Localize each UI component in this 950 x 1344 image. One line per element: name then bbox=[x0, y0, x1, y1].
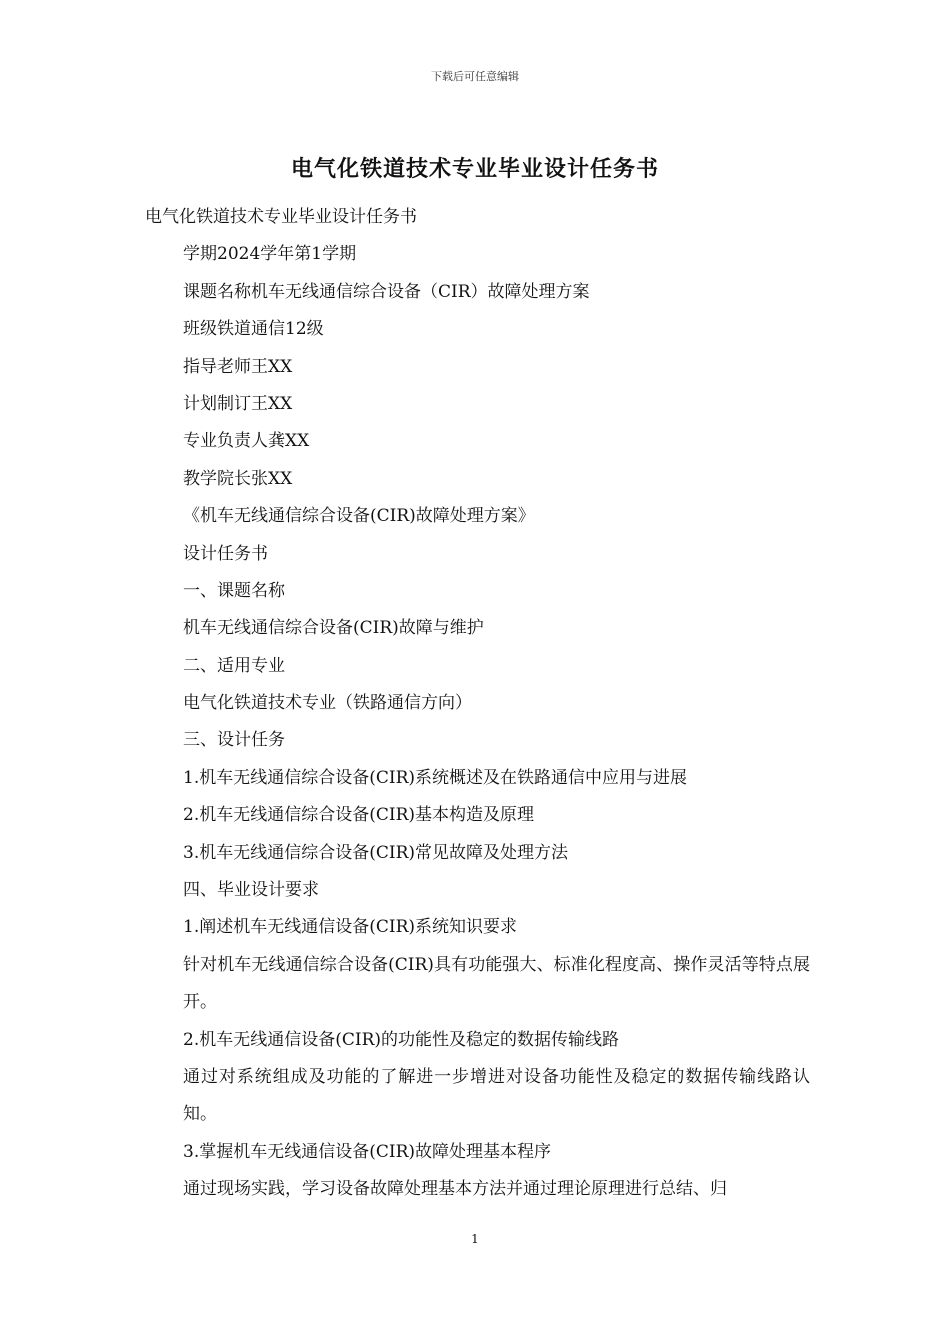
paragraph-line: 一、课题名称 bbox=[183, 580, 285, 601]
paragraph-line: 课题名称机车无线通信综合设备（CIR）故障处理方案 bbox=[183, 281, 590, 302]
paragraph-line: 教学院长张XX bbox=[183, 468, 293, 489]
document-title: 电气化铁道技术专业毕业设计任务书 bbox=[290, 156, 659, 182]
paragraph-line: 计划制订王XX bbox=[183, 393, 293, 414]
paragraph-line: 专业负责人龚XX bbox=[183, 431, 310, 452]
paragraph-line: 学期2024学年第1学期 bbox=[183, 244, 357, 265]
paragraph-line: 2.机车无线通信设备(CIR)的功能性及稳定的数据传输线路 bbox=[183, 1029, 620, 1050]
document-body bbox=[145, 199, 810, 1209]
paragraph-line: 通过对系统组成及功能的了解进一步增进对设备功能性及稳定的数据传输线路认知。 bbox=[183, 1067, 810, 1125]
paragraph-line: 3.掌握机车无线通信设备(CIR)故障处理基本程序 bbox=[183, 1141, 552, 1162]
paragraph-line: 指导老师王XX bbox=[183, 356, 293, 377]
paragraph-line: 班级铁道通信12级 bbox=[183, 319, 324, 340]
header-note: 下载后可任意编辑 bbox=[431, 70, 519, 83]
page-number: 1 bbox=[471, 1232, 479, 1246]
paragraph-line: 电气化铁道技术专业（铁路通信方向） bbox=[183, 693, 472, 714]
paragraph-line: 2.机车无线通信综合设备(CIR)基本构造及原理 bbox=[183, 805, 535, 826]
paragraph-line: 二、适用专业 bbox=[183, 655, 285, 676]
paragraph-line: 四、毕业设计要求 bbox=[183, 880, 319, 901]
paragraph-line: 1.阐述机车无线通信设备(CIR)系统知识要求 bbox=[183, 917, 518, 938]
paragraph-line: 针对机车无线通信综合设备(CIR)具有功能强大、标准化程度高、操作灵活等特点展开。 bbox=[183, 954, 810, 1013]
paragraph-line: 1.机车无线通信综合设备(CIR)系统概述及在铁路通信中应用与进展 bbox=[183, 767, 688, 788]
paragraph-line: 机车无线通信综合设备(CIR)故障与维护 bbox=[183, 618, 484, 639]
paragraph-line: 三、设计任务 bbox=[183, 730, 285, 751]
paragraph-line: 设计任务书 bbox=[183, 543, 268, 564]
paragraph-line: 3.机车无线通信综合设备(CIR)常见故障及处理方法 bbox=[183, 842, 569, 863]
paragraph-line: 通过现场实践，学习设备故障处理基本方法并通过理论原理进行总结、归 bbox=[183, 1179, 727, 1200]
paragraph-line: 《机车无线通信综合设备(CIR)故障处理方案》 bbox=[183, 506, 535, 527]
paragraph-line: 电气化铁道技术专业毕业设计任务书 bbox=[145, 207, 417, 227]
